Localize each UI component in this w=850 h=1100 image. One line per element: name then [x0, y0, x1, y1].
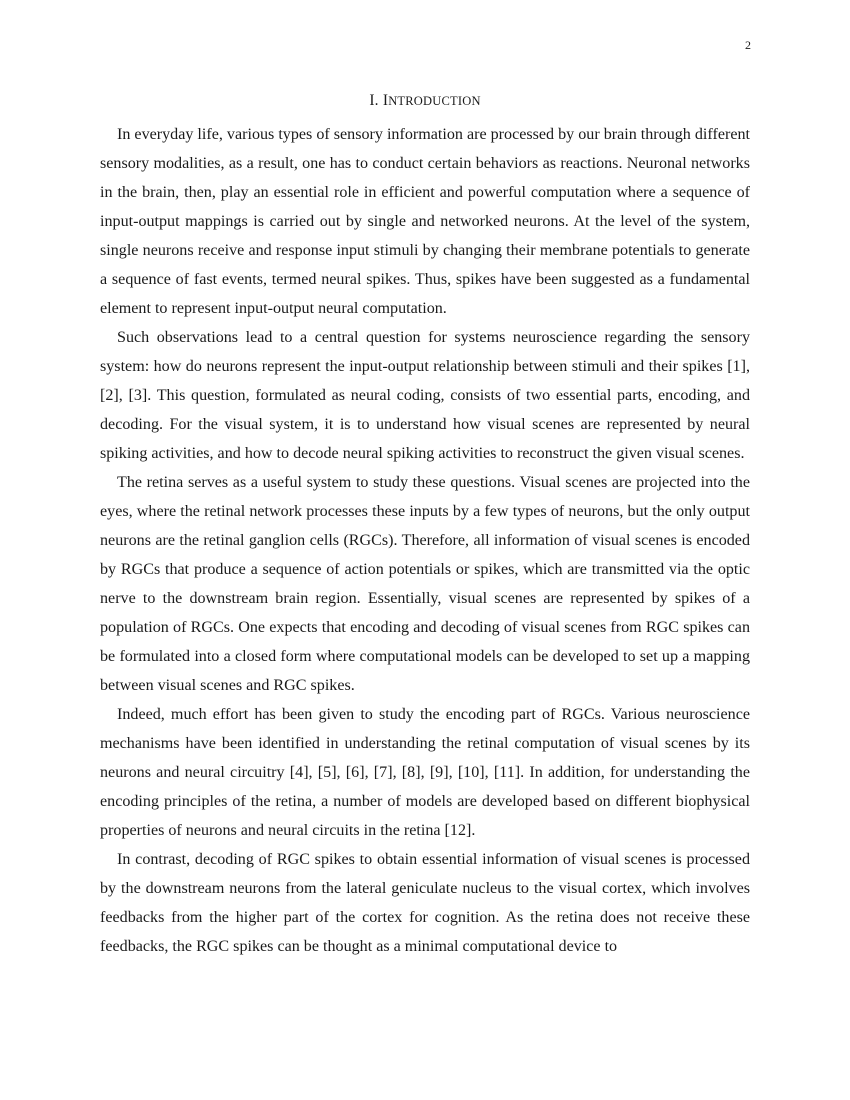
section-numeral: I. — [369, 92, 379, 109]
body-text — [100, 120, 750, 961]
section-title-rest: NTRODUCTION — [388, 94, 481, 108]
paragraph-5: In contrast, decoding of RGC spikes to obtain essential information of visual scenes is processed by the downstream neurons from the lateral geniculate nucleus to the visual cortex, which involves feedbacks from the higher part of the cortex for cognition. As the retina does not receive these feedbacks, the RGC spikes can be thought as a minimal computational device to — [100, 851, 750, 955]
section-heading — [0, 92, 850, 110]
section-title-initial: I — [382, 92, 389, 109]
page-number: 2 — [745, 38, 751, 52]
paragraph-1: In everyday life, various types of sensory information are processed by our brain through different sensory modalities, as a result, one has to conduct certain behaviors as reactions. Neuronal networks in the brain, then, play an essential role in efficient and powerful computation where a sequence of input-output mappings is carried out by single and networked neurons. At the level of the system, single neurons receive and response input stimuli by changing their membrane potentials to generate a sequence of fast events, termed neural spikes. Thus, spikes have been suggested as a fundamental element to represent input-output neural computation. — [100, 126, 750, 317]
paragraph-4: Indeed, much effort has been given to study the encoding part of RGCs. Various neuroscience mechanisms have been identified in understanding the retinal computation of visual scenes by its neurons and neural circuitry [4], [5], [6], [7], [8], [9], [10], [11]. In addition, for understanding the encoding principles of the retina, a number of models are developed based on different biophysical properties of neurons and neural circuits in the retina [12]. — [100, 706, 750, 839]
paragraph-3: The retina serves as a useful system to study these questions. Visual scenes are projected into the eyes, where the retinal network processes these inputs by a few types of neurons, but the only output neurons are the retinal ganglion cells (RGCs). Therefore, all information of visual scenes is encoded by RGCs that produce a sequence of action potentials or spikes, which are transmitted via the optic nerve to the downstream brain region. Essentially, visual scenes are represented by spikes of a population of RGCs. One expects that encoding and decoding of visual scenes from RGC spikes can be formulated into a closed form where computational models can be developed to set up a mapping between visual scenes and RGC spikes. — [100, 474, 750, 694]
paragraph-2: Such observations lead to a central question for systems neuroscience regarding the sensory system: how do neurons represent the input-output relationship between stimuli and their spikes [1], [2], [3]. This question, formulated as neural coding, consists of two essential parts, encoding, and decoding. For the visual system, it is to understand how visual scenes are represented by neural spiking activities, and how to decode neural spiking activities to reconstruct the given visual scenes. — [100, 329, 750, 462]
